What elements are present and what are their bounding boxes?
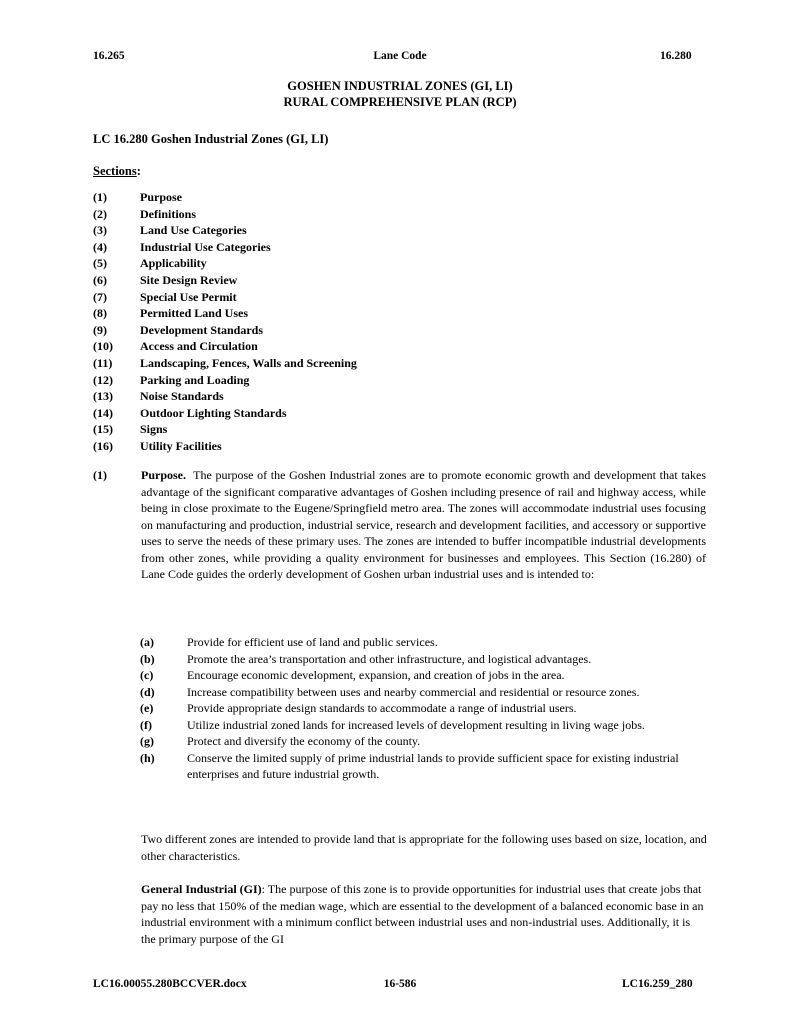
goals-list bbox=[140, 634, 710, 783]
goal-text: Increase compatibility between uses and nearby commercial and residential or resource zones. bbox=[187, 684, 640, 699]
general-industrial-paragraph bbox=[141, 881, 707, 947]
section-item bbox=[93, 372, 693, 389]
footer-filename: LC16.00055.280BCCVER.docx bbox=[93, 978, 247, 990]
section-number: (15) bbox=[93, 422, 113, 437]
goal-text: Provide for efficient use of land and public services. bbox=[187, 635, 438, 649]
section-label: Utility Facilities bbox=[140, 438, 222, 453]
section-label: Applicability bbox=[140, 256, 207, 271]
section-item bbox=[93, 305, 693, 322]
lc-section-title: LC 16.280 Goshen Industrial Zones (GI, LI) bbox=[93, 132, 329, 146]
goal-item bbox=[140, 733, 710, 750]
section-item bbox=[93, 338, 693, 355]
section-label: Permitted Land Uses bbox=[140, 306, 248, 321]
goal-item bbox=[140, 717, 710, 734]
header-right-code: 16.280 bbox=[660, 50, 692, 62]
section-item bbox=[93, 222, 693, 239]
goal-letter: (e) bbox=[140, 701, 154, 715]
section-number: (13) bbox=[93, 389, 113, 404]
purpose-label: Purpose. bbox=[141, 468, 186, 482]
general-industrial-label: General Industrial (GI) bbox=[141, 882, 262, 896]
section-item bbox=[93, 438, 693, 455]
section-label: Industrial Use Categories bbox=[140, 239, 271, 254]
purpose-paragraph bbox=[141, 467, 706, 583]
section-label: Outdoor Lighting Standards bbox=[140, 405, 287, 420]
sections-heading-colon: : bbox=[136, 164, 141, 178]
goal-text: Promote the area’s transportation and other infrastructure, and logistical advantages. bbox=[187, 651, 592, 666]
section-label: Landscaping, Fences, Walls and Screening bbox=[140, 355, 357, 370]
section-item bbox=[93, 355, 693, 372]
section-item bbox=[93, 289, 693, 306]
section-number: (8) bbox=[93, 306, 107, 321]
section-number: (10) bbox=[93, 339, 113, 354]
goal-letter: (b) bbox=[140, 651, 155, 666]
sections-heading bbox=[93, 163, 141, 180]
goal-text: Encourage economic development, expansion, and creation of jobs in the area. bbox=[187, 668, 565, 682]
goal-item bbox=[140, 667, 710, 684]
section-item bbox=[93, 189, 693, 206]
goal-text: Protect and diversify the economy of the county. bbox=[187, 734, 421, 748]
section-label: Land Use Categories bbox=[140, 223, 247, 238]
goal-letter: (c) bbox=[140, 668, 154, 682]
goal-text: Utilize industrial zoned lands for increased levels of development resulting in living wage jobs. bbox=[187, 717, 645, 732]
section-number: (12) bbox=[93, 372, 113, 387]
header-center-title: Lane Code bbox=[373, 50, 427, 62]
general-industrial-text: : The purpose of this zone is to provide opportunities for industrial uses that create jobs that pay no less that 150% of the median wage, which are essential to the development of a balanced economic base in an industrial environment with a minimum conflict between industrial uses and non-industrial uses. Additionally, it is the primary purpose of the GI bbox=[141, 882, 704, 946]
purpose-text: The purpose of the Goshen Industrial zones are to promote economic growth and development that takes advantage of the significant comparative advantages of Goshen including presence of rail and highway access, while being in close proximate to the Eugene/Springfield metro area. The zones will accommodate industrial uses focusing on manufacturing and production, industrial service, research and development facilities, and accessory or supportive uses to serve the needs of these primary uses. The zones are intended to buffer incompatible industrial developments from other zones, while providing a quality environment for businesses and employees. This Section (16.280) of Lane Code guides the orderly development of Goshen urban industrial uses and is intended to: bbox=[141, 468, 706, 581]
document-title-line2: RURAL COMPREHENSIVE PLAN (RCP) bbox=[283, 95, 517, 109]
header-left-code: 16.265 bbox=[93, 50, 125, 62]
sections-heading-text: Sections bbox=[93, 164, 137, 178]
section-item bbox=[93, 206, 693, 223]
goal-item bbox=[140, 684, 710, 701]
goal-item bbox=[140, 700, 710, 717]
section-label: Special Use Permit bbox=[140, 289, 237, 304]
section-label: Development Standards bbox=[140, 322, 264, 337]
section-number: (7) bbox=[93, 289, 107, 304]
section-number: (5) bbox=[93, 256, 107, 271]
section-number: (14) bbox=[93, 405, 113, 420]
goal-text: Conserve the limited supply of prime industrial lands to provide sufficient space for existing industrial enterprises and future industrial growth. bbox=[187, 750, 679, 781]
sections-list bbox=[93, 189, 693, 455]
section-number: (2) bbox=[93, 206, 107, 221]
section-label: Access and Circulation bbox=[140, 339, 258, 354]
footer-page-number: 16-586 bbox=[383, 978, 417, 990]
section-label: Purpose bbox=[140, 190, 182, 204]
goal-item bbox=[140, 651, 710, 668]
section-number: (6) bbox=[93, 272, 107, 287]
footer-code-range: LC16.259_280 bbox=[622, 978, 693, 990]
section-item bbox=[93, 239, 693, 256]
section-item bbox=[93, 388, 693, 405]
goal-letter: (g) bbox=[140, 734, 154, 748]
goal-item bbox=[140, 634, 710, 651]
section-label: Signs bbox=[140, 422, 168, 437]
section-item bbox=[93, 421, 693, 438]
document-title-line1: GOSHEN INDUSTRIAL ZONES (GI, LI) bbox=[287, 79, 513, 93]
goal-letter: (h) bbox=[140, 750, 155, 765]
two-zones-paragraph: Two different zones are intended to provide land that is appropriate for the following uses based on size, location, and other characteristics. bbox=[141, 832, 707, 863]
goal-letter: (d) bbox=[140, 684, 155, 699]
purpose-number: (1) bbox=[93, 468, 107, 482]
section-item bbox=[93, 272, 693, 289]
section-number: (1) bbox=[93, 190, 107, 204]
goal-letter: (a) bbox=[140, 635, 154, 649]
section-label: Site Design Review bbox=[140, 272, 238, 287]
section-number: (11) bbox=[93, 355, 113, 370]
goal-item bbox=[140, 750, 710, 783]
section-number: (16) bbox=[93, 438, 113, 453]
section-item bbox=[93, 322, 693, 339]
section-label: Noise Standards bbox=[140, 389, 224, 404]
section-item bbox=[93, 405, 693, 422]
section-label: Definitions bbox=[140, 206, 197, 221]
goal-letter: (f) bbox=[140, 717, 152, 732]
section-item bbox=[93, 255, 693, 272]
section-number: (9) bbox=[93, 322, 107, 337]
section-label: Parking and Loading bbox=[140, 372, 250, 387]
section-number: (4) bbox=[93, 239, 107, 254]
section-number: (3) bbox=[93, 223, 107, 238]
goal-text: Provide appropriate design standards to accommodate a range of industrial users. bbox=[187, 701, 577, 715]
